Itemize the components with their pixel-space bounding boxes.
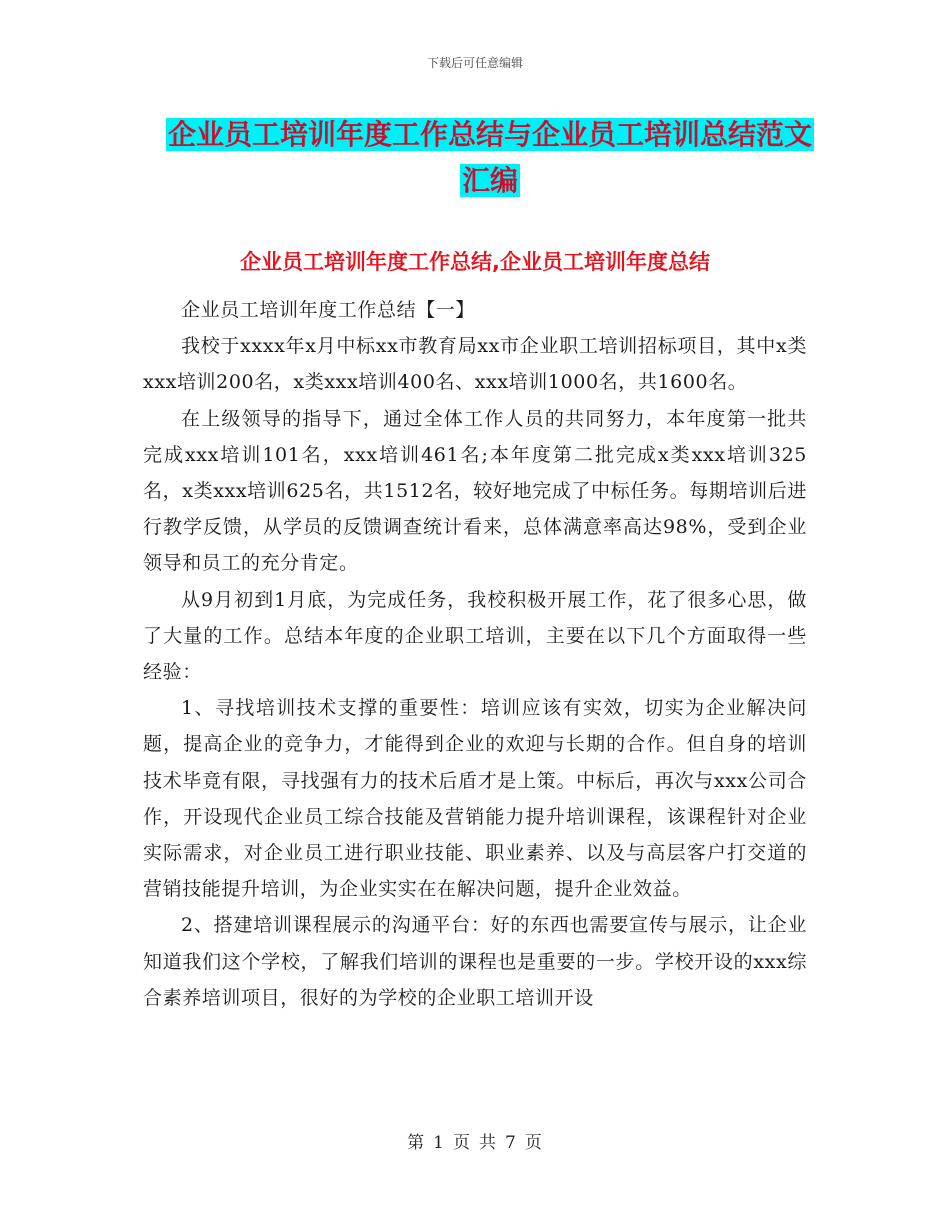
footer-label-total: 共 bbox=[479, 1133, 497, 1153]
paragraph: 企业员工培训年度工作总结【一】 bbox=[181, 299, 476, 321]
footer-label-page: 第 bbox=[407, 1133, 426, 1153]
title-line-1: 企业员工培训年度工作总结与企业员工培训总结范文 bbox=[167, 118, 812, 151]
section-subtitle: 企业员工培训年度工作总结,企业员工培训年度总结 bbox=[240, 250, 710, 274]
footer-total-pages: 7 bbox=[505, 1133, 517, 1153]
page-footer bbox=[0, 1128, 950, 1153]
footer-current-page: 1 bbox=[433, 1133, 445, 1153]
paragraph: 在上级领导的指导下，通过全体工作人员的共同努力，本年度第一批共完成xxx培训101名，xxx培训461名;本年度第二批完成x类xxx培训325名，x类xxx培训625名，共1512名，较好地完成了中标任务。每期培训后进行教学反馈，从学员的反馈调查统计看来，总体满意率高达98%，受到企业领导和员工的充分肯定。 bbox=[143, 407, 807, 575]
paragraph: 我校于xxxx年x月中标xx市教育局xx市企业职工培训招标项目，其中x类xxx培训200名，x类xxx培训400名、xxx培训1000名，共1600名。 bbox=[143, 335, 807, 394]
footer-label-ye: 页 bbox=[453, 1133, 471, 1153]
title-line-2: 汇编 bbox=[461, 164, 518, 197]
paragraph: 2、搭建培训课程展示的沟通平台：好的东西也需要宣传与展示，让企业知道我们这个学校，了解我们培训的课程也是重要的一步。学校开设的xxx综合素养培训项目，很好的为学校的企业职工培训开设 bbox=[143, 914, 807, 1009]
paragraph: 从9月初到1月底，为完成任务，我校积极开展工作，花了很多心思，做了大量的工作。总结本年度的企业职工培训，主要在以下几个方面取得一些经验： bbox=[143, 588, 807, 684]
document-title bbox=[140, 112, 840, 204]
paragraph: 1、寻找培训技术支撑的重要性：培训应该有实效，切实为企业解决问题，提高企业的竞争力，才能得到企业的欢迎与长期的合作。但自身的培训技术毕竟有限，寻找强有力的技术后盾才是上策。中标后，再次与xxx公司合作，开设现代企业员工综合技能及营销能力提升培训课程，该课程针对企业实际需求，对企业员工进行职业技能、职业素养、以及与高层客户打交道的营销技能提升培训，为企业实实在在解决问题，提升企业效益。 bbox=[143, 697, 807, 901]
footer-label-ye2: 页 bbox=[524, 1133, 543, 1153]
header-note: 下载后可任意编辑 bbox=[426, 56, 523, 70]
body-text bbox=[143, 292, 807, 1016]
